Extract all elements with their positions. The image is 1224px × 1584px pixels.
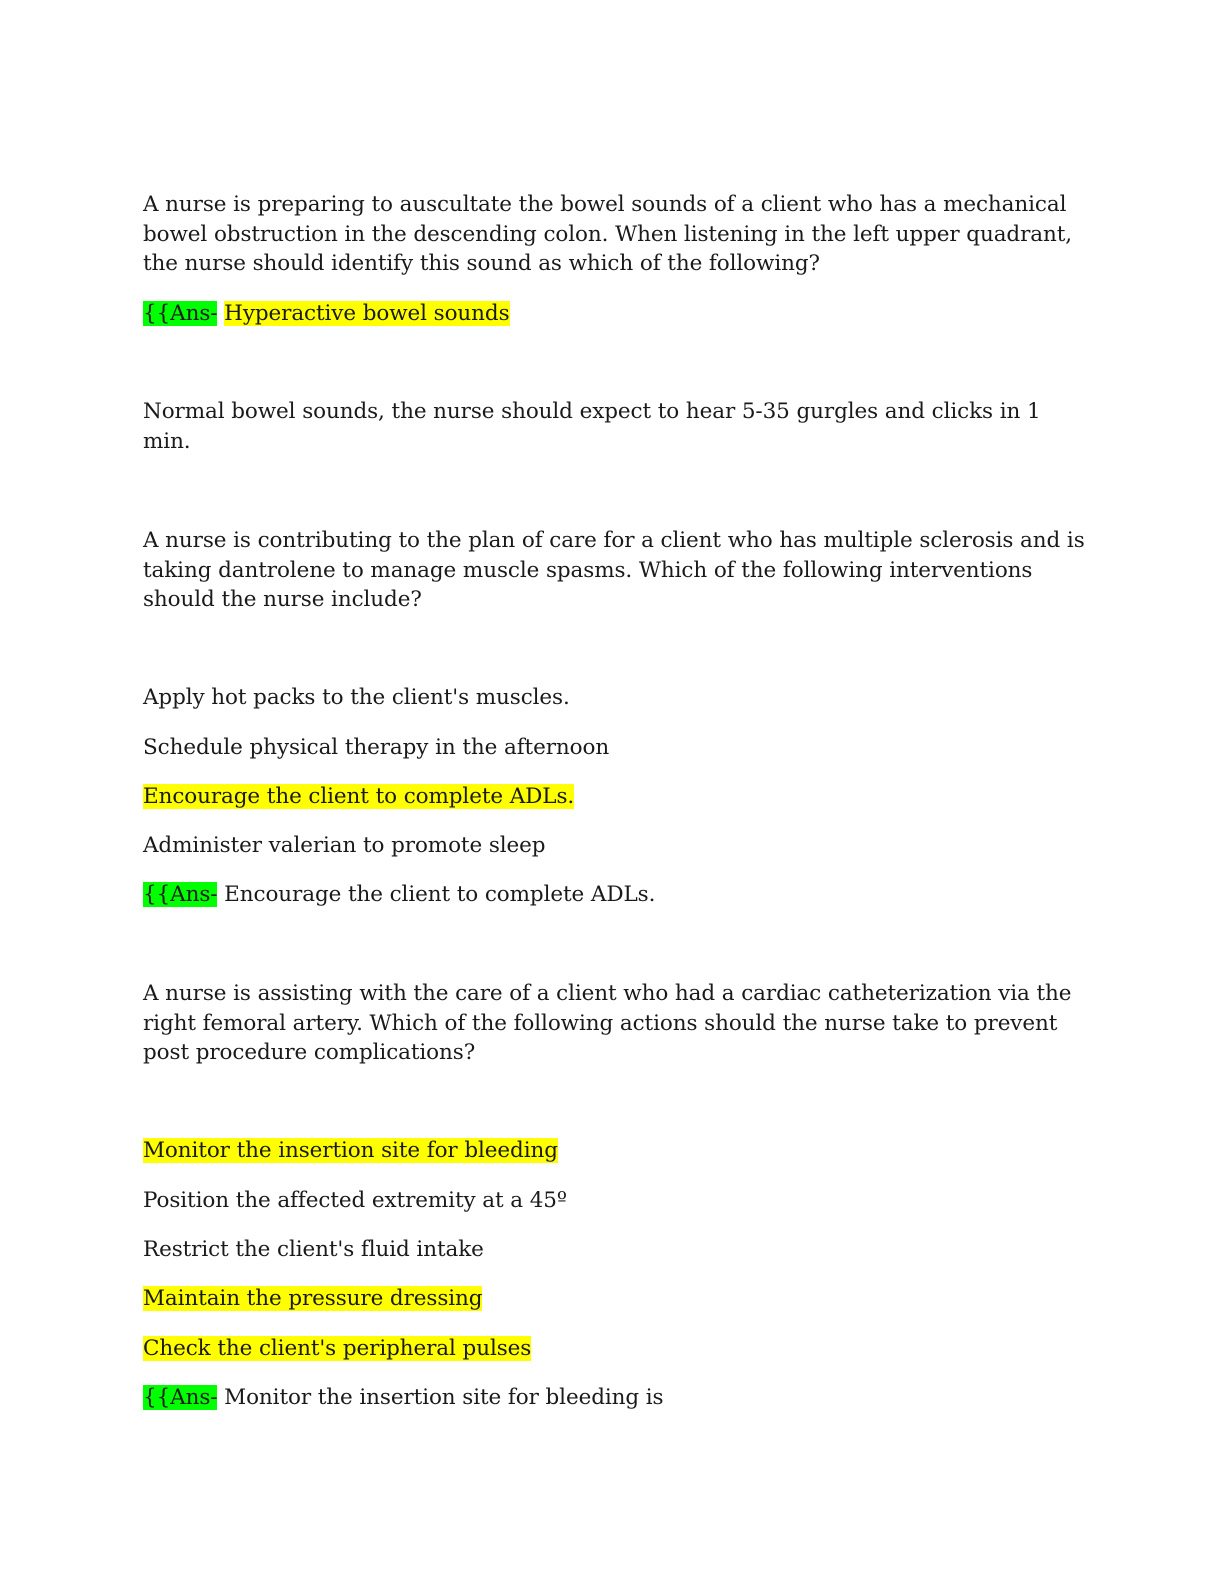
question-3-option-5 bbox=[143, 1334, 1083, 1364]
question-2-option-2 bbox=[143, 733, 1083, 763]
answer-prefix: {{Ans- bbox=[143, 301, 218, 326]
text-line: Normal bowel sounds, the nurse should expect to hear 5-35 gurgles and clicks in 1 bbox=[143, 399, 1041, 424]
option-text-highlighted: Monitor the insertion site for bleeding bbox=[143, 1138, 558, 1163]
option-text: Apply hot packs to the client's muscles. bbox=[143, 685, 570, 710]
option-text-highlighted: Encourage the client to complete ADLs. bbox=[143, 784, 575, 809]
text-line: A nurse is preparing to auscultate the bowel sounds of a client who has a mechanical bbox=[143, 192, 1067, 217]
question-3-answer bbox=[143, 1383, 1083, 1413]
text-line: should the nurse include? bbox=[143, 587, 422, 613]
question-2-option-3 bbox=[143, 782, 1083, 812]
question-3-option-1 bbox=[143, 1136, 1083, 1166]
text-line: A nurse is assisting with the care of a client who had a cardiac catheterization via the bbox=[143, 981, 1072, 1006]
question-2-option-1 bbox=[143, 683, 1083, 713]
text-line: A nurse is contributing to the plan of care for a client who has multiple sclerosis and is bbox=[143, 528, 1085, 553]
answer-text-highlighted: Hyperactive bowel sounds bbox=[224, 301, 510, 326]
note-normal-bowel-sounds bbox=[143, 397, 1083, 456]
text-line: post procedure complications? bbox=[143, 1040, 476, 1066]
question-1-answer bbox=[143, 299, 1083, 329]
question-3-text bbox=[143, 979, 1083, 1068]
text-line: the nurse should identify this sound as which of the following? bbox=[143, 251, 820, 277]
question-3-option-2 bbox=[143, 1186, 1083, 1216]
text-line: right femoral artery. Which of the following actions should the nurse take to prevent bbox=[143, 1010, 1058, 1036]
option-text-highlighted: Maintain the pressure dressing bbox=[143, 1286, 483, 1311]
text-line: bowel obstruction in the descending colon. When listening in the left upper quadrant, bbox=[143, 221, 1072, 247]
answer-text: Monitor the insertion site for bleeding is bbox=[217, 1385, 664, 1410]
question-2-answer bbox=[143, 880, 1083, 910]
option-text: Schedule physical therapy in the afternoon bbox=[143, 735, 610, 760]
option-text: Restrict the client's fluid intake bbox=[143, 1237, 484, 1262]
text-line: min. bbox=[143, 428, 191, 454]
answer-prefix: {{Ans- bbox=[143, 882, 218, 907]
option-text-highlighted: Check the client's peripheral pulses bbox=[143, 1336, 532, 1361]
question-3-option-4 bbox=[143, 1284, 1083, 1314]
option-text: Administer valerian to promote sleep bbox=[143, 833, 546, 858]
question-3-option-3 bbox=[143, 1235, 1083, 1265]
answer-text: Encourage the client to complete ADLs. bbox=[217, 882, 656, 907]
question-2-text bbox=[143, 526, 1083, 615]
question-1-text bbox=[143, 190, 1083, 279]
text-line: taking dantrolene to manage muscle spasms. Which of the following interventions bbox=[143, 557, 1033, 583]
question-2-option-4 bbox=[143, 831, 1083, 861]
option-text: Position the affected extremity at a 45º bbox=[143, 1188, 567, 1213]
answer-prefix: {{Ans- bbox=[143, 1385, 218, 1410]
